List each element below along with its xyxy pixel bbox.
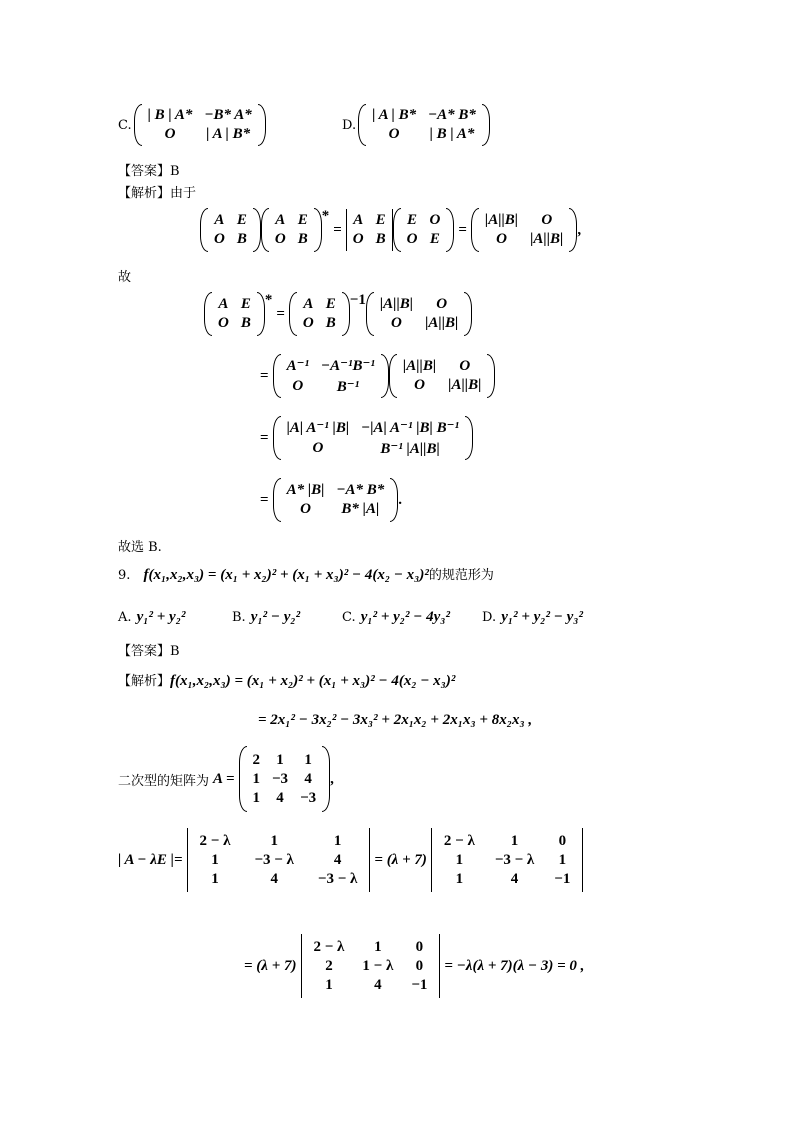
question-9-formula: f(x₁,x₂,x₃) = (x₁ + x₂)² + (x₁ + x₃)² − 4(x₂ − x₃)² bbox=[143, 567, 429, 583]
answer-q9: 【答案】B bbox=[118, 644, 180, 659]
q9-option-a: A. y₁² + y₂² bbox=[118, 609, 186, 625]
question-9 bbox=[118, 564, 494, 584]
q9-option-c: C. y₁² + y₂² − 4y₃² bbox=[342, 609, 451, 625]
analysis-q8: 【解析】由于 bbox=[118, 186, 197, 201]
analysis-q9: 【解析】f(x₁,x₂,x₃) = (x₁ + x₂)² + (x₁ + x₃)² − 4(x₂ − x₃)² bbox=[118, 673, 456, 689]
quadratic-matrix: 二次型的矩阵为 A = 2 1 1 1 −3 4 1 4 −3 , bbox=[118, 746, 334, 812]
option-c-label: C. bbox=[118, 117, 132, 133]
equation-2-line-2: = A⁻¹ −A⁻¹B⁻¹ O B⁻¹ |A||B| O O |A||B| bbox=[260, 354, 495, 398]
determinant-line-1: | A − λE |= 2 − λ 1 1 1 −3 − λ 4 1 4 −3 − λ = (λ + 7) 2 − λ 1 0 1 −3 − λ 1 1 4 −1 bbox=[118, 828, 583, 892]
determinant-line-2: = (λ + 7) 2 − λ 1 0 2 1 − λ 0 1 4 −1 = −λ(λ + 7)(λ − 3) = 0 , bbox=[244, 934, 584, 998]
option-d-matrix: | A | B* −A* B* O | B | A* bbox=[372, 107, 476, 142]
equation-1: A E O B A E O B * = A E O B E O O E = |A||B| O O |A||B| , bbox=[200, 208, 581, 252]
gu-label: 故 bbox=[118, 270, 132, 285]
equation-2-line-1: A E O B * = A E O B −1 |A||B| O O |A||B| bbox=[204, 292, 472, 336]
equation-2-line-4: = A* |B| −A* B* O B* |A| . bbox=[260, 478, 402, 522]
q9-option-d: D. y₁² + y₂² − y₃² bbox=[482, 609, 583, 625]
choose-b: 故选 B. bbox=[118, 540, 162, 555]
option-c-matrix: | B | A* −B* A* O | A | B* bbox=[147, 107, 252, 142]
answer-q8: 【答案】B bbox=[118, 164, 180, 179]
expansion: = 2x₁² − 3x₂² − 3x₃² + 2x₁x₂ + 2x₁x₃ + 8x₂x₃ , bbox=[258, 712, 533, 728]
option-c bbox=[118, 104, 266, 146]
equation-2-line-3: = |A| A⁻¹ |B| −|A| A⁻¹ |B| B⁻¹ O B⁻¹ |A||B| bbox=[260, 416, 473, 460]
question-9-suffix: 的规范形为 bbox=[428, 568, 494, 583]
question-9-number: 9. bbox=[118, 568, 131, 583]
option-d-label: D. bbox=[342, 117, 357, 133]
q9-option-b: B. y₁² − y₂² bbox=[232, 609, 301, 625]
option-d bbox=[342, 104, 490, 146]
